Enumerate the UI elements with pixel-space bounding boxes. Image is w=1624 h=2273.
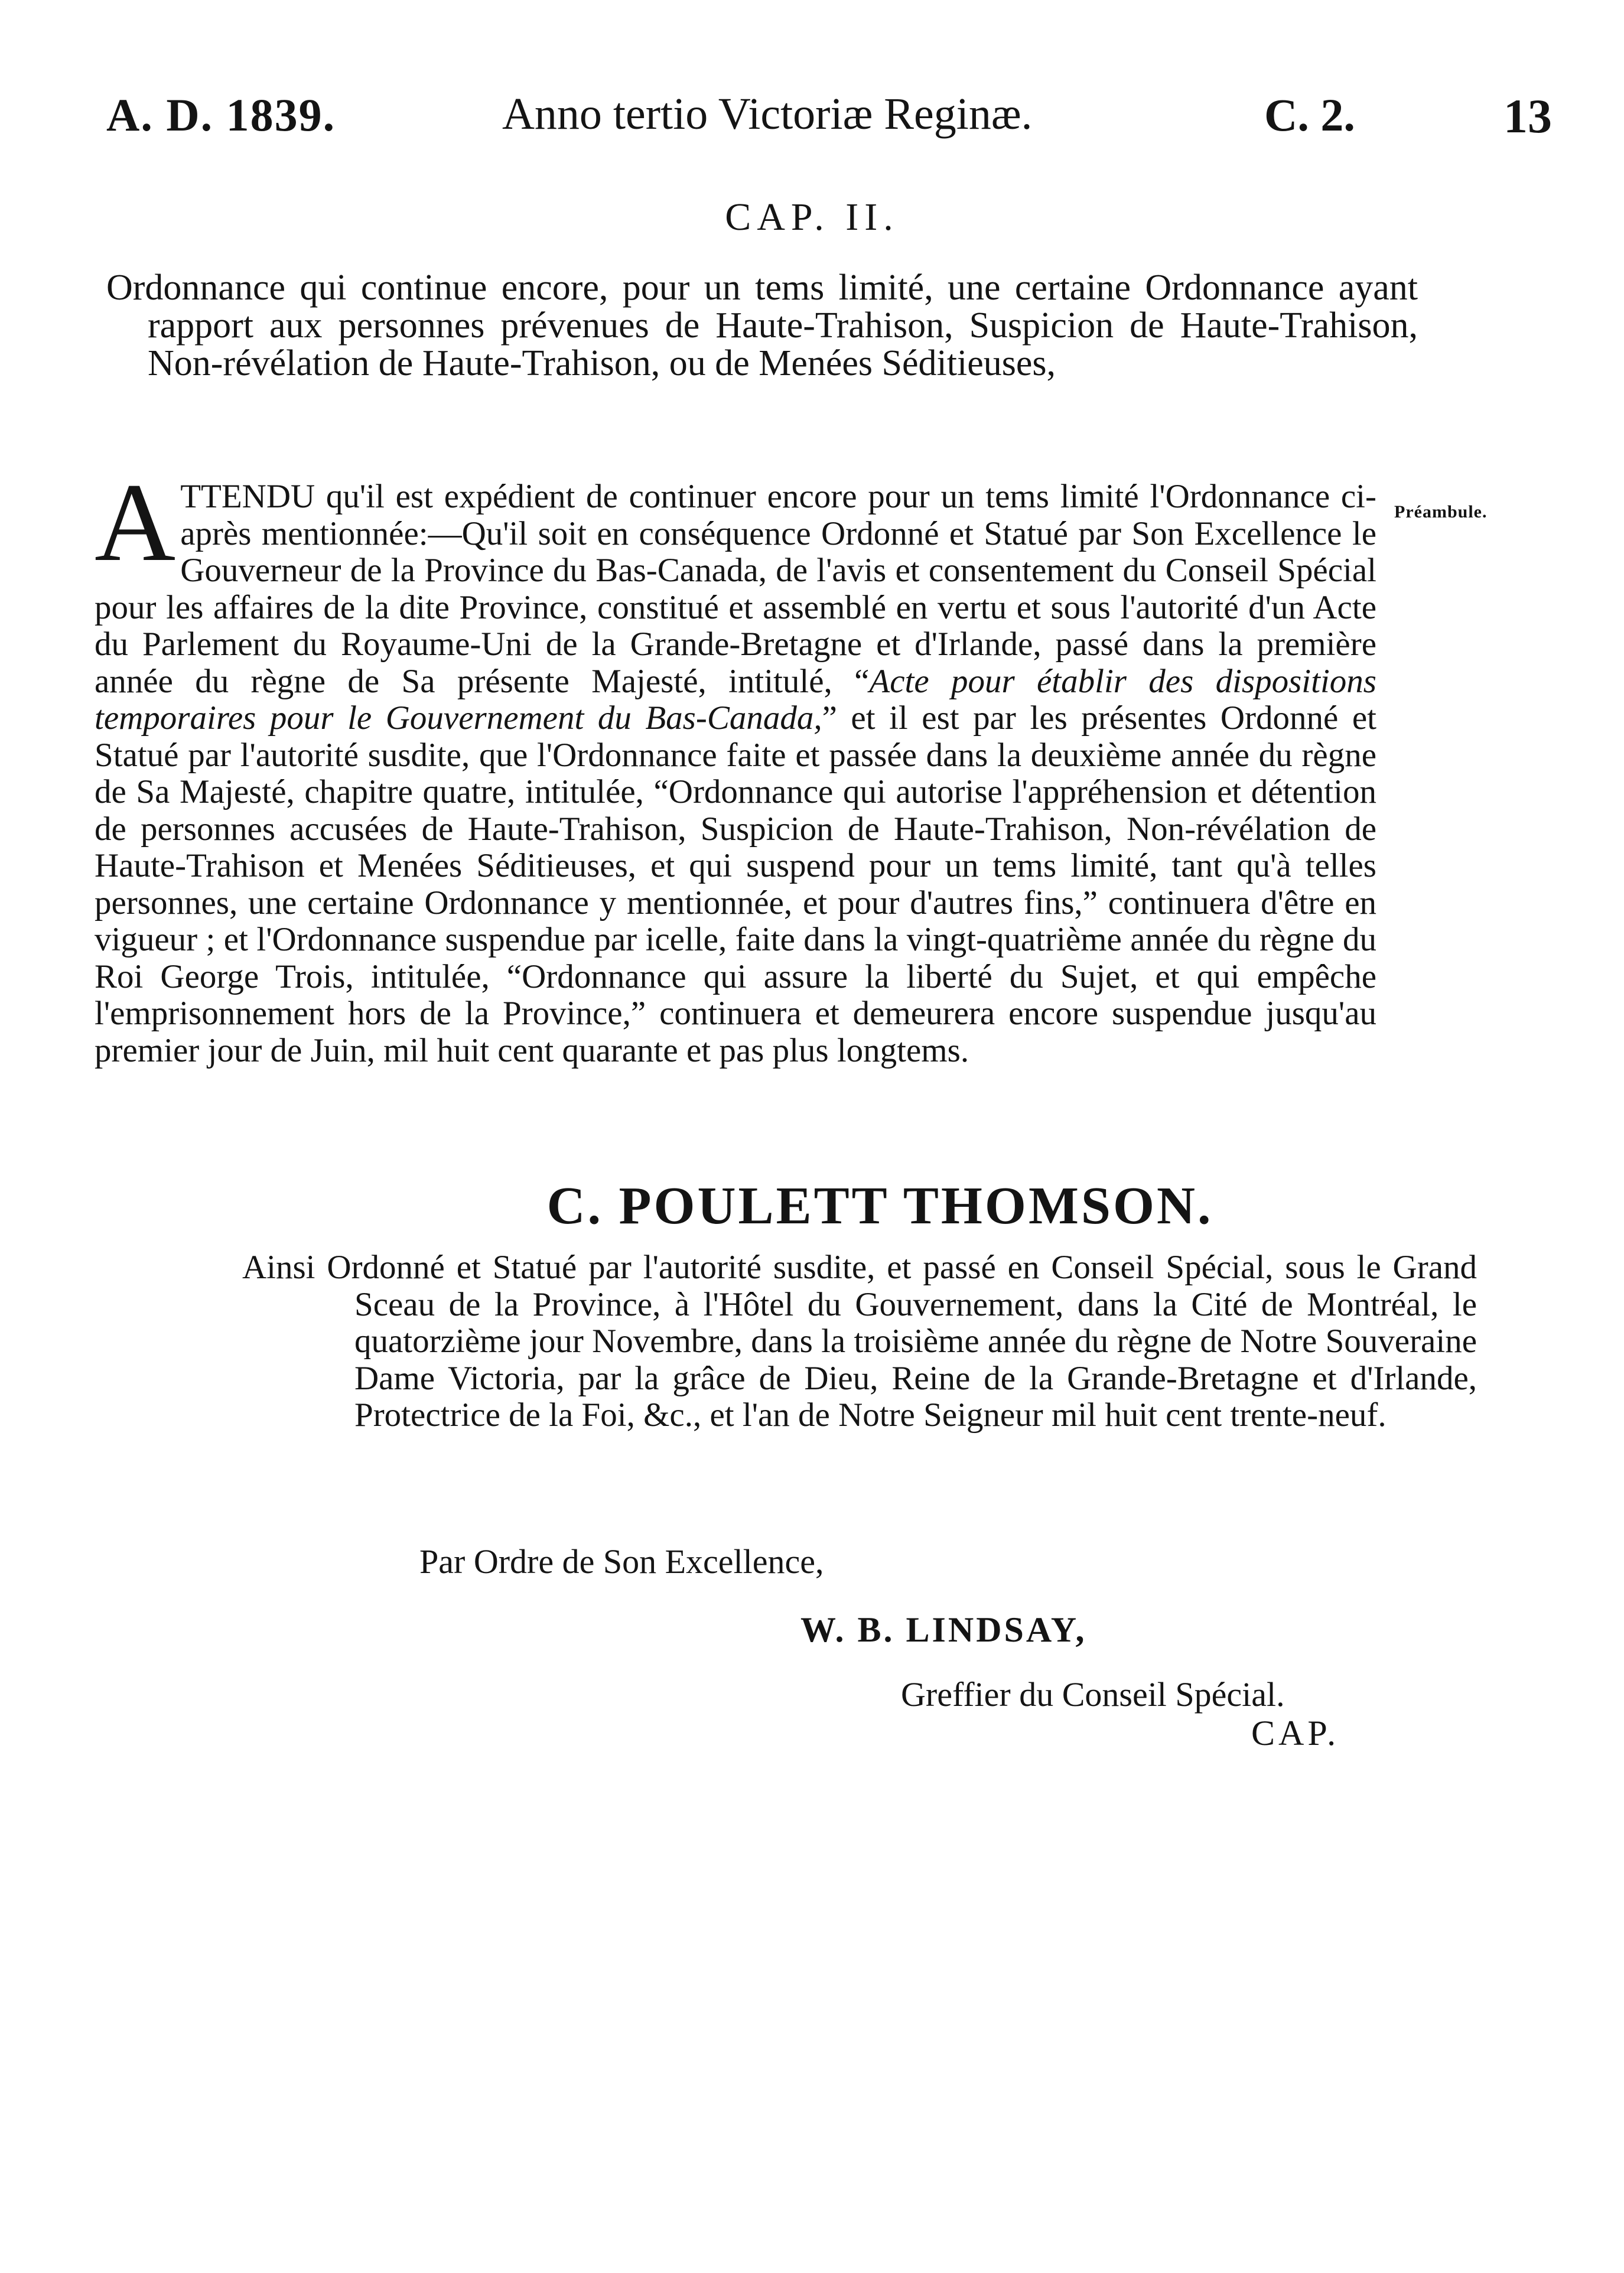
ordinance-title: Ordonnance qui continue encore, pour un tems limité, une certaine Ordonnance ayant rapport aux personnes prévenues de Haute-Trahison, Suspicion de Haute-Trahison, Non-révélation de Haute-Trahison, ou de Menées Séditieuses,: [106, 268, 1418, 383]
governor-signature: C. POULETT THOMSON.: [546, 1177, 1213, 1235]
act-title-italic: Acte pour établir des dispositions temporaires pour le Gouvernement du Bas-Canada,: [95, 662, 1376, 737]
header-title: Anno tertio Victoriæ Reginæ.: [502, 89, 1033, 139]
preamble-part-2: ” et il est par les présentes Ordonné et Statué par l'autorité susdite, que l'Ordonnance faite et passée dans la deuxième année du règne de Sa Majesté, chapitre quatre, intitulée, “Ordonnance qui autorise l'appréhension et détention de personnes accusées de Haute-Trahison, Suspicion de Haute-Trahison, Non-révélation de Haute-Trahison et Menées Séditieuses, et qui suspend pour un tems limité, tant qu'à telles personnes, une certaine Ordonnance y mentionnée, et pour d'autres fins,” continuera d'être en vigueur ; et l'Ordonnance suspendue par icelle, faite dans la vingt-quatrième année du règne du Roi George Trois, intitulée, “Ordonnance qui assure la liberté du Sujet, et qui empêche l'emprisonnement hors de la Province,” continuera et demeurera encore suspendue jusqu'au premier jour de Juin, mil huit cent quarante et pas plus longtems.: [95, 699, 1376, 1069]
preamble-part-1: TTENDU qu'il est expédient de continuer encore pour un tems limité l'Ordonnance ci-après mentionnée:—Qu'il soit en conséquence Ordonné et Statué par Son Excellence le Gouverneur de la Province du Bas-Canada, de l'avis et consentement du Conseil Spécial pour les affaires de la dite Province, constitué et assemblé en vertu et sous l'autorité d'un Acte du Parlement du Royaume-Uni de la Grande-Bretagne et d'Irlande, passé dans la première année du règne de Sa présente Majesté, intitulé, “: [95, 478, 1376, 700]
chapter-heading: CAP. II.: [725, 196, 899, 239]
header-chapter: C. 2.: [1264, 89, 1355, 141]
enactment-clause: Ainsi Ordonné et Statué par l'autorité susdite, et passé en Conseil Spécial, sous le Grand Sceau de la Province, à l'Hôtel du Gouvernement, dans la Cité de Montréal, le quatorzième jour Novembre, dans la troisième année du règne de Notre Souveraine Dame Victoria, par la grâce de Dieu, Reine de la Grande-Bretagne et d'Irlande, Protectrice de la Foi, &c., et l'an de Notre Seigneur mil huit cent trente-neuf.: [242, 1249, 1477, 1434]
catchword: CAP.: [1251, 1714, 1340, 1753]
drop-cap: A: [95, 461, 176, 585]
preamble-text: [95, 461, 1376, 1069]
running-header: [0, 89, 1624, 148]
page-number: 13: [1503, 89, 1552, 143]
clerk-title: Greffier du Conseil Spécial.: [901, 1675, 1285, 1714]
marginal-note: Préambule.: [1394, 502, 1488, 522]
header-year: A. D. 1839.: [106, 89, 336, 141]
order-line: Par Ordre de Son Excellence,: [419, 1542, 824, 1581]
clerk-name: W. B. LINDSAY,: [800, 1610, 1087, 1649]
